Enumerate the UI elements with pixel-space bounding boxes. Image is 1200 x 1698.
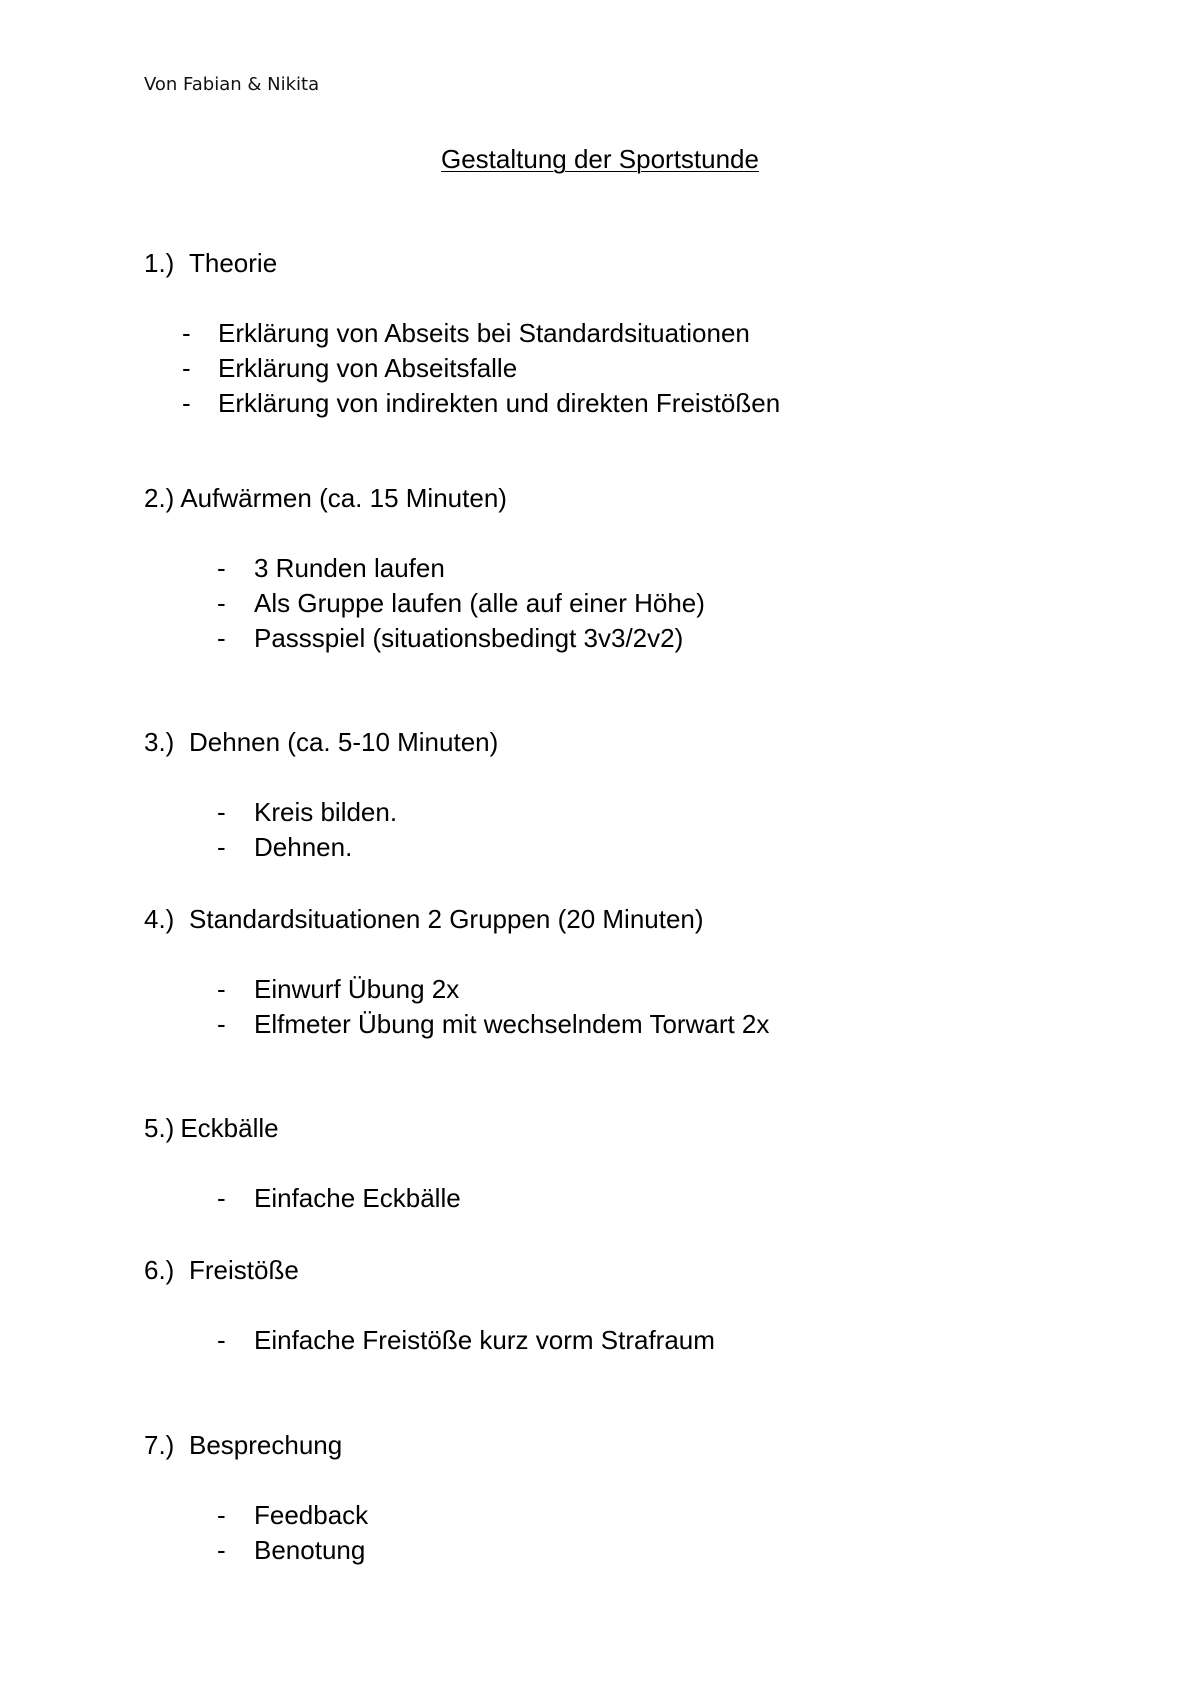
bullet-dash: - bbox=[217, 1500, 226, 1530]
list-item-text: Benotung bbox=[254, 1535, 366, 1565]
section-theorie bbox=[144, 246, 781, 418]
section-title: Besprechung bbox=[189, 1430, 343, 1460]
section-number: 3.) bbox=[144, 727, 175, 757]
list-item-text: Erklärung von indirekten und direkten Freistößen bbox=[218, 388, 781, 418]
section-heading bbox=[144, 902, 704, 937]
bullet-dash: - bbox=[217, 1535, 226, 1565]
section-number: 6.) bbox=[144, 1255, 175, 1285]
list-item-text: Dehnen. bbox=[254, 832, 353, 862]
bullet-dash: - bbox=[217, 797, 226, 827]
section-freistoesse bbox=[144, 1253, 715, 1355]
bullet-dash: - bbox=[217, 832, 226, 862]
section-heading bbox=[144, 1253, 299, 1288]
bullet-dash: - bbox=[217, 1183, 226, 1213]
section-heading bbox=[144, 725, 498, 760]
list-item-text: Einfache Freistöße kurz vorm Strafraum bbox=[254, 1325, 715, 1355]
section-heading bbox=[144, 1428, 342, 1463]
section-standardsituationen bbox=[144, 902, 770, 1039]
section-number: 7.) bbox=[144, 1430, 175, 1460]
list-item-text: Einwurf Übung 2x bbox=[254, 974, 460, 1004]
section-number: 1.) bbox=[144, 248, 175, 278]
list-item-text: 3 Runden laufen bbox=[254, 553, 445, 583]
bullet-dash: - bbox=[217, 1009, 226, 1039]
section-number: 5.) bbox=[144, 1113, 175, 1143]
bullet-dash: - bbox=[182, 353, 191, 383]
list-item-text: Als Gruppe laufen (alle auf einer Höhe) bbox=[254, 588, 705, 618]
list-item-text: Kreis bilden. bbox=[254, 797, 398, 827]
section-besprechung bbox=[144, 1428, 369, 1565]
bullet-dash: - bbox=[217, 974, 226, 1004]
bullet-dash: - bbox=[217, 588, 226, 618]
section-dehnen bbox=[144, 725, 499, 862]
bullet-dash: - bbox=[182, 388, 191, 418]
section-title: Theorie bbox=[189, 248, 278, 278]
list-item-text: Erklärung von Abseitsfalle bbox=[218, 353, 518, 383]
section-title: Dehnen (ca. 5-10 Minuten) bbox=[189, 727, 499, 757]
section-title: Freistöße bbox=[189, 1255, 299, 1285]
bullet-dash: - bbox=[217, 1325, 226, 1355]
list-item-text: Erklärung von Abseits bei Standardsituationen bbox=[218, 318, 750, 348]
section-title: Eckbälle bbox=[180, 1113, 279, 1143]
section-eckbaelle bbox=[144, 1111, 461, 1213]
section-aufwaermen bbox=[144, 481, 705, 653]
section-number: 4.) bbox=[144, 904, 175, 934]
bullet-dash: - bbox=[182, 318, 191, 348]
bullet-dash: - bbox=[217, 553, 226, 583]
page-title: Gestaltung der Sportstunde bbox=[441, 144, 759, 174]
section-heading bbox=[144, 1111, 279, 1146]
list-item-text: Passspiel (situationsbedingt 3v3/2v2) bbox=[254, 623, 684, 653]
section-number: 2.) bbox=[144, 483, 175, 513]
section-heading bbox=[144, 481, 507, 516]
list-item-text: Einfache Eckbälle bbox=[254, 1183, 461, 1213]
section-title: Aufwärmen (ca. 15 Minuten) bbox=[180, 483, 507, 513]
list-item-text: Feedback bbox=[254, 1500, 369, 1530]
section-heading bbox=[144, 246, 277, 281]
list-item-text: Elfmeter Übung mit wechselndem Torwart 2x bbox=[254, 1009, 770, 1039]
author-note: Von Fabian & Nikita bbox=[144, 74, 320, 95]
section-title: Standardsituationen 2 Gruppen (20 Minuten) bbox=[189, 904, 704, 934]
bullet-dash: - bbox=[217, 623, 226, 653]
